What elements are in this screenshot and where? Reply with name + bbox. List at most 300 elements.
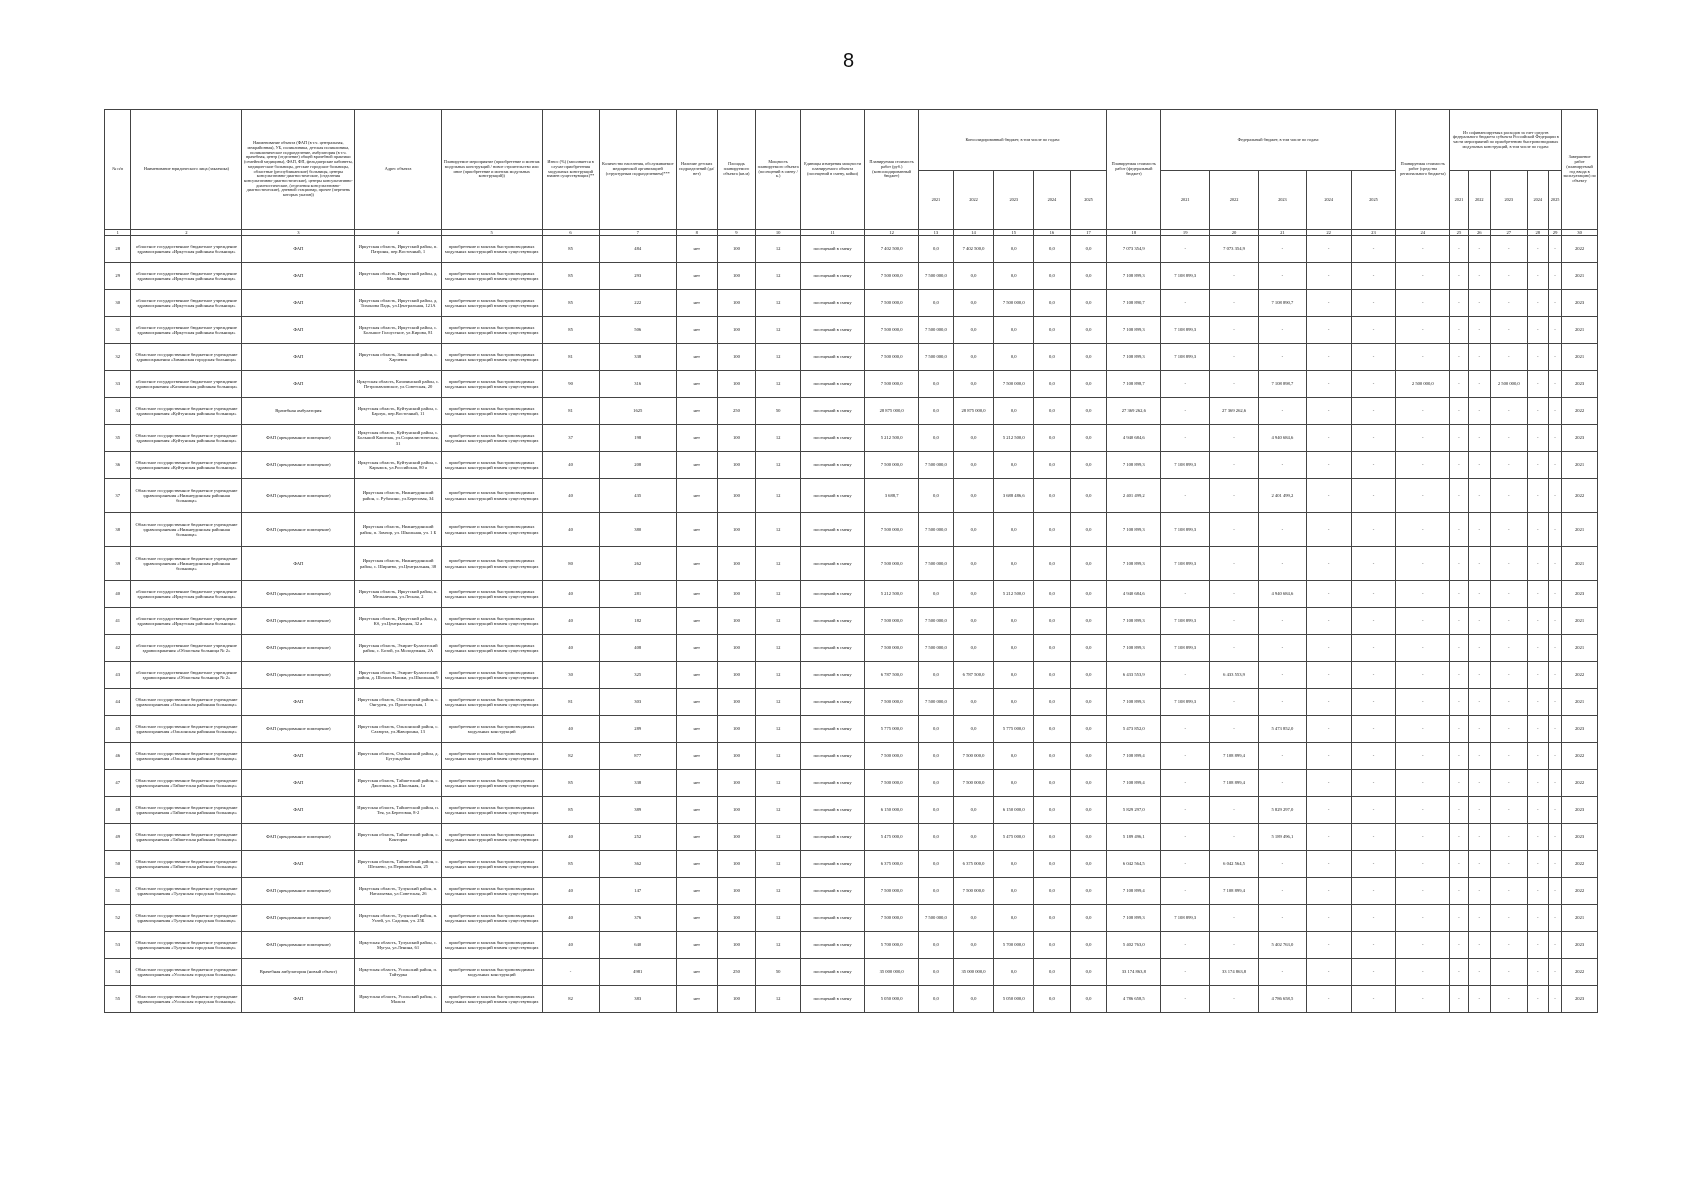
cofin-2024: - — [1527, 547, 1548, 581]
consolidated-2023: 0,0 — [994, 905, 1034, 932]
cofin-2021: - — [1450, 905, 1468, 932]
federal-2021: 7 108 899,3 — [1161, 608, 1210, 635]
total-cost: 7 500 000,0 — [865, 344, 919, 371]
total-cost: 6 375 000,0 — [865, 851, 919, 878]
federal-2025: - — [1351, 797, 1396, 824]
total-cost: 7 500 000,0 — [865, 513, 919, 547]
capacity-unit: посещений в смену — [801, 932, 865, 959]
measure: приобретение и монтаж быстровозводимых модульных конструкций взамен существующих — [441, 581, 542, 608]
cofin-2022: - — [1468, 905, 1490, 932]
federal-2025: - — [1351, 452, 1396, 479]
org-name: областное государственное бюджетное учреждение здравоохранения «Иркутская районная больница» — [131, 263, 242, 290]
federal-2025: - — [1351, 425, 1396, 452]
cofin-2023: - — [1490, 398, 1527, 425]
cofin-2024: - — [1527, 770, 1548, 797]
capacity-unit: посещений в смену — [801, 513, 865, 547]
federal-cost: 5 402 763,0 — [1107, 932, 1161, 959]
org-name: областное государственное бюджетное учреждение здравоохранения «Иркутская районная больница» — [131, 317, 242, 344]
population: 222 — [599, 290, 676, 317]
population: 198 — [599, 425, 676, 452]
row-number: 52 — [105, 905, 131, 932]
cofin-2023: - — [1490, 878, 1527, 905]
consolidated-2024: 0,0 — [1034, 851, 1071, 878]
header-area: Площадь планируемого объекта (кв.м) — [717, 110, 756, 230]
capacity-unit: посещений в смену — [801, 547, 865, 581]
federal-2022: - — [1210, 452, 1259, 479]
consolidated-2022: 7 402 500,0 — [953, 236, 994, 263]
federal-cost: 27 369 262,6 — [1107, 398, 1161, 425]
federal-2025: - — [1351, 743, 1396, 770]
column-number: 21 — [1258, 230, 1306, 236]
consolidated-2024: 0,0 — [1034, 716, 1071, 743]
federal-2024: - — [1306, 344, 1351, 371]
cofin-2025: - — [1548, 743, 1561, 770]
regional-cost: - — [1396, 878, 1450, 905]
completion-year: 2023 — [1562, 425, 1598, 452]
consolidated-2021: 0,0 — [919, 662, 954, 689]
regional-cost: - — [1396, 689, 1450, 716]
wear-percent: 85 — [542, 263, 599, 290]
capacity-unit: посещений в смену — [801, 290, 865, 317]
consolidated-2025: 0,0 — [1070, 236, 1107, 263]
object-address: Иркутская область, Куйтунский район, с. Большой Кашелак, ул.Социалистическая, 31 — [355, 425, 442, 452]
column-number: 6 — [542, 230, 599, 236]
header-population: Количество населения, обслуживаемое медицинской организацией (структурным подразделением)*** — [599, 110, 676, 230]
federal-2023: - — [1258, 689, 1306, 716]
cofin-2021: - — [1450, 824, 1468, 851]
consolidated-2024: 0,0 — [1034, 689, 1071, 716]
consolidated-2021: 7 500 000,0 — [919, 317, 954, 344]
population: 380 — [599, 513, 676, 547]
federal-cost: 7 108 899,3 — [1107, 635, 1161, 662]
population: 325 — [599, 662, 676, 689]
object-address: Иркутская область, Нижнеудинский район, с. Ширяево, ул.Центральная, 38 — [355, 547, 442, 581]
table-row — [105, 797, 1598, 824]
column-number: 13 — [919, 230, 954, 236]
consolidated-2022: 0,0 — [953, 452, 994, 479]
federal-2025: - — [1351, 662, 1396, 689]
regional-cost: - — [1396, 905, 1450, 932]
federal-cost: 7 108 899,3 — [1107, 689, 1161, 716]
column-number: 7 — [599, 230, 676, 236]
cofin-2023: - — [1490, 932, 1527, 959]
children-unit: нет — [676, 797, 717, 824]
cofin-2024: - — [1527, 608, 1548, 635]
object-type: ФАП — [242, 797, 355, 824]
header-year: 2023 — [1258, 171, 1306, 230]
measure: приобретение и монтаж быстровозводимых модульных конструкций взамен существующих — [441, 770, 542, 797]
cofin-2024: - — [1527, 479, 1548, 513]
cofin-2023: - — [1490, 716, 1527, 743]
federal-cost: 7 108 899,3 — [1107, 263, 1161, 290]
org-name: областное государственное бюджетное учреждение здравоохранения «Областная больница № 2» — [131, 662, 242, 689]
cofin-2023: - — [1490, 662, 1527, 689]
federal-2023: - — [1258, 236, 1306, 263]
federal-2022: - — [1210, 317, 1259, 344]
children-unit: нет — [676, 878, 717, 905]
federal-2021: - — [1161, 959, 1210, 986]
consolidated-2022: 7 500 000,0 — [953, 878, 994, 905]
cofin-2021: - — [1450, 452, 1468, 479]
federal-cost: 5 189 496,1 — [1107, 824, 1161, 851]
cofin-2022: - — [1468, 371, 1490, 398]
measure: приобретение и монтаж быстровозводимых модульных конструкций взамен существующих — [441, 452, 542, 479]
federal-2023: 5 189 496,1 — [1258, 824, 1306, 851]
federal-2022: 6 433 553,9 — [1210, 662, 1259, 689]
org-name: Областное государственное бюджетное учреждение здравоохранения «Тулунская городская больница» — [131, 878, 242, 905]
capacity-unit: посещений в смену — [801, 905, 865, 932]
regional-cost: - — [1396, 959, 1450, 986]
consolidated-2024: 0,0 — [1034, 770, 1071, 797]
cofin-2021: - — [1450, 689, 1468, 716]
consolidated-2023: 3 688 486,6 — [994, 479, 1034, 513]
consolidated-2024: 0,0 — [1034, 317, 1071, 344]
row-number: 43 — [105, 662, 131, 689]
regional-cost: - — [1396, 608, 1450, 635]
cofin-2024: - — [1527, 824, 1548, 851]
wear-percent: 85 — [542, 770, 599, 797]
federal-2022: 6 042 564,5 — [1210, 851, 1259, 878]
completion-year: 2022 — [1562, 398, 1598, 425]
consolidated-2024: 0,0 — [1034, 878, 1071, 905]
completion-year: 2021 — [1562, 547, 1598, 581]
cofin-2024: - — [1527, 581, 1548, 608]
total-cost: 5 775 000,0 — [865, 716, 919, 743]
federal-2024: - — [1306, 635, 1351, 662]
cofin-2023: - — [1490, 824, 1527, 851]
consolidated-2022: 0,0 — [953, 513, 994, 547]
measure: приобретение и монтаж быстровозводимых модульных конструкций взамен существующих — [441, 662, 542, 689]
consolidated-2021: 0,0 — [919, 932, 954, 959]
object-address: Иркутская область, Иркутский район, п. Патроны, пер.Восточный, 1 — [355, 236, 442, 263]
cofin-2022: - — [1468, 716, 1490, 743]
program-table — [104, 109, 1598, 1013]
regional-cost: - — [1396, 452, 1450, 479]
header-completion-year: Завершение работ (планируемый год ввода в эксплуатацию) по объекту — [1562, 110, 1598, 230]
federal-2022: 7 073 354,9 — [1210, 236, 1259, 263]
table-row — [105, 290, 1598, 317]
measure: приобретение и монтаж быстровозводимых модульных конструкций взамен существующих — [441, 689, 542, 716]
federal-2021: - — [1161, 743, 1210, 770]
measure: приобретение и монтаж быстровозводимых модульных конструкций взамен существующих — [441, 236, 542, 263]
consolidated-2024: 0,0 — [1034, 263, 1071, 290]
consolidated-2021: 7 500 000,0 — [919, 635, 954, 662]
cofin-2021: - — [1450, 581, 1468, 608]
consolidated-2025: 0,0 — [1070, 425, 1107, 452]
cofin-2022: - — [1468, 689, 1490, 716]
area: 100 — [717, 236, 756, 263]
header-num: № п/п — [105, 110, 131, 230]
federal-2023: - — [1258, 263, 1306, 290]
header-address: Адрес объекта — [355, 110, 442, 230]
cofin-2023: - — [1490, 851, 1527, 878]
cofin-2025: - — [1548, 371, 1561, 398]
consolidated-2021: 7 500 000,0 — [919, 513, 954, 547]
federal-2023: - — [1258, 547, 1306, 581]
wear-percent: 82 — [542, 743, 599, 770]
cofin-2025: - — [1548, 824, 1561, 851]
consolidated-2023: 0,0 — [994, 635, 1034, 662]
regional-cost: - — [1396, 547, 1450, 581]
federal-2022: - — [1210, 824, 1259, 851]
column-number: 3 — [242, 230, 355, 236]
capacity: 12 — [756, 425, 801, 452]
object-type: ФАП (арендованное помещение) — [242, 932, 355, 959]
federal-2021: 7 108 899,3 — [1161, 317, 1210, 344]
children-unit: нет — [676, 932, 717, 959]
capacity-unit: посещений в смену — [801, 878, 865, 905]
column-number: 15 — [994, 230, 1034, 236]
capacity-unit: посещений в смену — [801, 959, 865, 986]
wear-percent: - — [542, 959, 599, 986]
consolidated-2023: 0,0 — [994, 959, 1034, 986]
regional-cost: - — [1396, 770, 1450, 797]
federal-2022: - — [1210, 797, 1259, 824]
measure: приобретение и монтаж быстровозводимых модульных конструкций взамен существующих — [441, 547, 542, 581]
consolidated-2025: 0,0 — [1070, 608, 1107, 635]
object-type: Врачебная амбулатория — [242, 398, 355, 425]
federal-2023: 4 940 684,6 — [1258, 425, 1306, 452]
column-number: 28 — [1527, 230, 1548, 236]
consolidated-2022: 0,0 — [953, 290, 994, 317]
population: 362 — [599, 851, 676, 878]
row-number: 45 — [105, 716, 131, 743]
consolidated-2023: 5 212 500,0 — [994, 581, 1034, 608]
wear-percent: 40 — [542, 608, 599, 635]
federal-2025: - — [1351, 635, 1396, 662]
consolidated-2023: 5 775 000,0 — [994, 716, 1034, 743]
cofin-2021: - — [1450, 608, 1468, 635]
row-number: 49 — [105, 824, 131, 851]
federal-2022: - — [1210, 932, 1259, 959]
consolidated-2025: 0,0 — [1070, 263, 1107, 290]
federal-cost: 6 433 553,9 — [1107, 662, 1161, 689]
federal-2025: - — [1351, 236, 1396, 263]
cofin-2024: - — [1527, 263, 1548, 290]
consolidated-2021: 7 500 000,0 — [919, 689, 954, 716]
cofin-2024: - — [1527, 371, 1548, 398]
cofin-2025: - — [1548, 513, 1561, 547]
capacity: 12 — [756, 263, 801, 290]
measure: приобретение и монтаж быстровозводимых модульных конструкций взамен существующих — [441, 398, 542, 425]
measure: приобретение и монтаж быстровозводимых модульных конструкций взамен существующих — [441, 932, 542, 959]
capacity-unit: посещений в смену — [801, 770, 865, 797]
federal-2022: - — [1210, 425, 1259, 452]
cofin-2021: - — [1450, 425, 1468, 452]
regional-cost: 2 500 000,0 — [1396, 371, 1450, 398]
column-number: 18 — [1107, 230, 1161, 236]
capacity: 12 — [756, 344, 801, 371]
consolidated-2024: 0,0 — [1034, 905, 1071, 932]
consolidated-2024: 0,0 — [1034, 824, 1071, 851]
total-cost: 5 050 000,0 — [865, 986, 919, 1013]
total-cost: 5 212 500,0 — [865, 581, 919, 608]
federal-2024: - — [1306, 878, 1351, 905]
federal-2024: - — [1306, 824, 1351, 851]
consolidated-2024: 0,0 — [1034, 959, 1071, 986]
federal-2023: - — [1258, 959, 1306, 986]
federal-2024: - — [1306, 581, 1351, 608]
federal-2025: - — [1351, 344, 1396, 371]
consolidated-2024: 0,0 — [1034, 635, 1071, 662]
regional-cost: - — [1396, 581, 1450, 608]
cofin-2022: - — [1468, 290, 1490, 317]
federal-2022: - — [1210, 371, 1259, 398]
capacity: 12 — [756, 452, 801, 479]
org-name: Областное государственное бюджетное учреждение здравоохранения «Тайшетская районная больница» — [131, 824, 242, 851]
capacity-unit: посещений в смену — [801, 479, 865, 513]
regional-cost: - — [1396, 513, 1450, 547]
cofin-2022: - — [1468, 797, 1490, 824]
org-name: Областное государственное бюджетное учреждение здравоохранения «Нижнеудинская районная больница» — [131, 513, 242, 547]
capacity: 12 — [756, 513, 801, 547]
capacity-unit: посещений в смену — [801, 317, 865, 344]
column-number: 1 — [105, 230, 131, 236]
cofin-2021: - — [1450, 743, 1468, 770]
cofin-2021: - — [1450, 344, 1468, 371]
consolidated-2025: 0,0 — [1070, 344, 1107, 371]
consolidated-2022: 0,0 — [953, 547, 994, 581]
measure: приобретение и монтаж быстровозводимых модульных конструкций — [441, 959, 542, 986]
cofin-2022: - — [1468, 581, 1490, 608]
header-year: 2025 — [1351, 171, 1396, 230]
federal-2021: 7 108 899,3 — [1161, 689, 1210, 716]
consolidated-2024: 0,0 — [1034, 743, 1071, 770]
header-year: 2024 — [1034, 171, 1071, 230]
children-unit: нет — [676, 398, 717, 425]
object-address: Иркутская область, Ольхонский район, с. Сахюрта, ул.Жаворонка, 13 — [355, 716, 442, 743]
consolidated-2022: 7 500 000,0 — [953, 770, 994, 797]
wear-percent: 40 — [542, 479, 599, 513]
cofin-2025: - — [1548, 797, 1561, 824]
federal-2024: - — [1306, 608, 1351, 635]
capacity-unit: посещений в смену — [801, 371, 865, 398]
cofin-2024: - — [1527, 743, 1548, 770]
org-name: Областное государственное бюджетное учреждение здравоохранения «Усольская городская больница» — [131, 986, 242, 1013]
cofin-2023: - — [1490, 635, 1527, 662]
area: 100 — [717, 371, 756, 398]
object-type: ФАП — [242, 344, 355, 371]
regional-cost: - — [1396, 824, 1450, 851]
object-type: ФАП — [242, 317, 355, 344]
federal-cost: 7 108 898,7 — [1107, 371, 1161, 398]
object-address: Иркутская область, Иркутский район, п. Мельничная, ул.Лесная, 2 — [355, 581, 442, 608]
capacity: 50 — [756, 398, 801, 425]
federal-2021: 7 108 899,3 — [1161, 635, 1210, 662]
cofin-2023: - — [1490, 452, 1527, 479]
population: 147 — [599, 878, 676, 905]
population: 389 — [599, 797, 676, 824]
total-cost: 6 150 000,0 — [865, 797, 919, 824]
regional-cost: - — [1396, 398, 1450, 425]
column-number: 4 — [355, 230, 442, 236]
federal-2025: - — [1351, 398, 1396, 425]
consolidated-2023: 5 050 000,0 — [994, 986, 1034, 1013]
total-cost: 7 500 000,0 — [865, 452, 919, 479]
cofin-2022: - — [1468, 317, 1490, 344]
capacity: 50 — [756, 959, 801, 986]
completion-year: 2022 — [1562, 959, 1598, 986]
regional-cost: - — [1396, 716, 1450, 743]
consolidated-2025: 0,0 — [1070, 743, 1107, 770]
federal-2022: - — [1210, 689, 1259, 716]
completion-year: 2023 — [1562, 581, 1598, 608]
area: 100 — [717, 513, 756, 547]
federal-2023: - — [1258, 344, 1306, 371]
completion-year: 2023 — [1562, 824, 1598, 851]
completion-year: 2021 — [1562, 635, 1598, 662]
cofin-2023: - — [1490, 425, 1527, 452]
cofin-2025: - — [1548, 425, 1561, 452]
table-row — [105, 371, 1598, 398]
federal-2024: - — [1306, 851, 1351, 878]
area: 100 — [717, 344, 756, 371]
measure: приобретение и монтаж быстровозводимых модульных конструкций взамен существующих — [441, 986, 542, 1013]
children-unit: нет — [676, 743, 717, 770]
area: 100 — [717, 290, 756, 317]
children-unit: нет — [676, 716, 717, 743]
consolidated-2021: 0,0 — [919, 479, 954, 513]
object-type: ФАП (арендованное помещение) — [242, 581, 355, 608]
table-row — [105, 689, 1598, 716]
header-wear: Износ (%) (заполняется в случае приобретения модульных конструкций взамен существующих)** — [542, 110, 599, 230]
cofin-2025: - — [1548, 608, 1561, 635]
consolidated-2023: 0,0 — [994, 851, 1034, 878]
consolidated-2021: 0,0 — [919, 770, 954, 797]
table-row — [105, 770, 1598, 797]
measure: приобретение и монтаж быстровозводимых модульных конструкций взамен существующих — [441, 371, 542, 398]
cofin-2024: - — [1527, 932, 1548, 959]
consolidated-2021: 0,0 — [919, 986, 954, 1013]
federal-2022: - — [1210, 905, 1259, 932]
completion-year: 2023 — [1562, 371, 1598, 398]
org-name: Областное государственное бюджетное учреждение здравоохранения «Куйтунская районная больница» — [131, 425, 242, 452]
cofin-2024: - — [1527, 986, 1548, 1013]
population: 293 — [599, 263, 676, 290]
federal-2023: 4 940 684,6 — [1258, 581, 1306, 608]
cofin-2024: - — [1527, 290, 1548, 317]
consolidated-2022: 0,0 — [953, 689, 994, 716]
area: 100 — [717, 743, 756, 770]
area: 100 — [717, 425, 756, 452]
table-body — [105, 236, 1598, 1013]
cofin-2024: - — [1527, 959, 1548, 986]
consolidated-2025: 0,0 — [1070, 878, 1107, 905]
consolidated-2023: 0,0 — [994, 513, 1034, 547]
measure: приобретение и монтаж быстровозводимых модульных конструкций взамен существующих — [441, 344, 542, 371]
consolidated-2024: 0,0 — [1034, 290, 1071, 317]
area: 100 — [717, 932, 756, 959]
total-cost: 7 500 000,0 — [865, 263, 919, 290]
measure: приобретение и монтаж быстровозводимых модульных конструкций взамен существующих — [441, 743, 542, 770]
federal-2021: 7 108 899,3 — [1161, 344, 1210, 371]
cofin-2025: - — [1548, 770, 1561, 797]
consolidated-2022: 7 500 000,0 — [953, 743, 994, 770]
capacity: 12 — [756, 932, 801, 959]
federal-cost: 6 042 564,5 — [1107, 851, 1161, 878]
cofin-2025: - — [1548, 547, 1561, 581]
regional-cost: - — [1396, 635, 1450, 662]
wear-percent: 30 — [542, 662, 599, 689]
federal-2023: - — [1258, 452, 1306, 479]
regional-cost: - — [1396, 662, 1450, 689]
federal-cost: 7 108 890,7 — [1107, 290, 1161, 317]
population: 316 — [599, 371, 676, 398]
header-year: 2025 — [1548, 171, 1561, 230]
capacity-unit: посещений в смену — [801, 236, 865, 263]
capacity: 12 — [756, 662, 801, 689]
object-type: ФАП — [242, 547, 355, 581]
